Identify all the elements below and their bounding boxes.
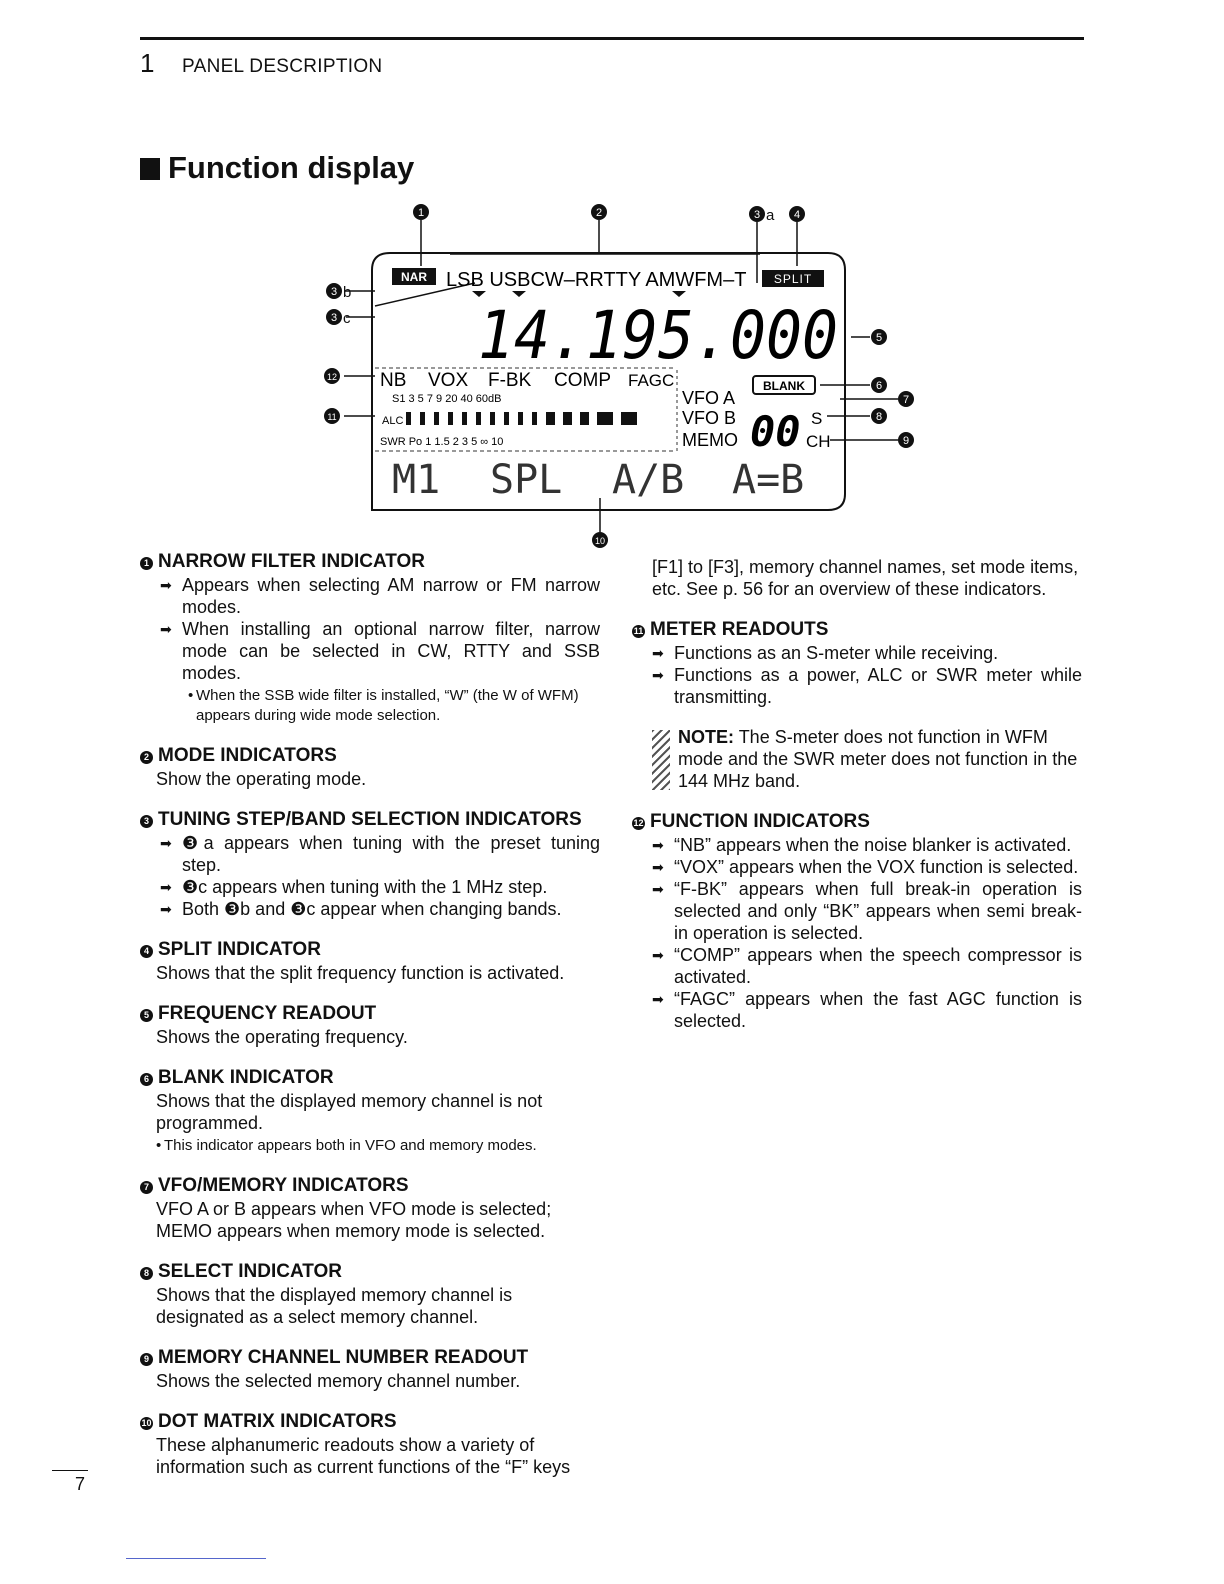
section-memory-channel: 9 MEMORY CHANNEL NUMBER READOUT Shows the selected memory channel number. — [140, 1346, 600, 1392]
heading-tuning-step: TUNING STEP/BAND SELECTION INDICATORS — [158, 809, 582, 830]
meter-segment — [546, 412, 555, 425]
vfo-a-indicator: VFO A — [682, 388, 736, 408]
body-text: [F1] to [F3], memory channel names, set mode items, etc. See p. 56 for an overview of these indicators. — [652, 557, 1079, 599]
section-meter: 11 METER READOUTS ➡ Functions as an S-meter while receiving. ➡ Functions as a power, ALC or SWR meter while transmitting. — [632, 618, 1082, 708]
meter-segment — [518, 412, 523, 425]
alc-label: ALC — [382, 415, 404, 427]
select-indicator: S — [811, 409, 823, 428]
meter-segment — [504, 412, 509, 425]
split-label: SPLIT — [773, 272, 813, 286]
heading-meter: METER READOUTS — [650, 619, 829, 640]
heading-split: SPLIT INDICATOR — [158, 939, 321, 960]
heading-vfo-memory: VFO/MEMORY INDICATORS — [158, 1175, 409, 1196]
meter-segment — [462, 412, 467, 425]
callout-7: 7 — [902, 394, 910, 406]
heading-narrow-filter: NARROW FILTER INDICATOR — [158, 551, 426, 572]
body-text: Shows that the displayed memory channel is not programmed. — [156, 1091, 543, 1133]
body-text: Shows the operating frequency. — [156, 1027, 408, 1047]
meter-segment — [420, 412, 425, 425]
body-text: Show the operating mode. — [156, 769, 367, 789]
left-column — [140, 550, 600, 1496]
callout-2: 2 — [595, 207, 603, 219]
bullet-item: ➡ ❸c appears when tuning with the 1 MHz step. — [160, 876, 600, 898]
mode-indicators: LSB USBCW–RRTTY AMWFM–T — [446, 269, 747, 291]
meter-segment — [406, 412, 411, 425]
meter-segment — [476, 412, 481, 425]
section-title-text: Function display — [168, 150, 415, 185]
vfo-b-indicator: VFO B — [682, 408, 737, 428]
nb-indicator: NB — [380, 370, 407, 391]
callout-4: 4 — [793, 209, 801, 221]
meter-segment — [563, 412, 572, 425]
section-vfo-memory: 7 VFO/MEMORY INDICATORS VFO A or B appears when VFO mode is selected; MEMO appears when memory mode is selected. — [140, 1174, 600, 1242]
bullet-item: ➡ “FAGC” appears when the fast AGC function is selected. — [652, 988, 1082, 1032]
section-mode-indicators: 2 MODE INDICATORS Show the operating mode. — [140, 744, 600, 790]
callout-3c: 3 — [330, 312, 338, 324]
section-title — [140, 150, 414, 186]
fbk-indicator: F-BK — [488, 370, 532, 391]
callout-3a: 3 — [753, 209, 761, 221]
frequency-readout: 14.195.000 — [478, 297, 838, 374]
heading-select: SELECT INDICATOR — [158, 1261, 343, 1282]
meter-bargraph — [406, 412, 637, 425]
note-text: The S-meter does not function in WFM mode and the SWR meter does not function in the 144 MHz band. — [678, 727, 1078, 791]
heading-frequency: FREQUENCY READOUT — [158, 1003, 377, 1024]
blank-label: BLANK — [763, 379, 805, 393]
section-tuning-step: 3 TUNING STEP/BAND SELECTION INDICATORS ➡ ❸a appears when tuning with the preset tuning step. ➡ ❸c appears when tuning with the 1 MHz step. ➡ Both ❸b and ❸c appear when changing bands. — [140, 808, 600, 920]
page-number-rule — [52, 1470, 88, 1471]
section-narrow-filter: 1 NARROW FILTER INDICATOR ➡ Appears when selecting AM narrow or FM narrow modes. ➡ When installing an optional narrow filter, narrow mode can be selected in CW, RTTY and SSB modes. • When the SSB wide filter is installed, “W” (the W of WFM) appears during wide mode selection. — [140, 550, 600, 726]
bullet-item: ➡ “VOX” appears when the VOX function is selected. — [652, 856, 1082, 878]
section-split: 4 SPLIT INDICATOR Shows that the split frequency function is activated. — [140, 938, 600, 984]
square-bullet-icon — [140, 158, 160, 180]
meter-segment — [580, 412, 589, 425]
bullet-item: ➡ When installing an optional narrow filter, narrow mode can be selected in CW, RTTY and SSB modes. — [160, 618, 600, 684]
body-text: Shows that the split frequency function is activated. — [156, 963, 565, 983]
note-label: NOTE: — [678, 727, 734, 747]
page-header — [140, 48, 382, 79]
meter-segment — [448, 412, 453, 425]
swr-po-scale: SWR Po 1 1.5 2 3 5 ∞ 10 — [380, 436, 504, 448]
section-frequency: 5 FREQUENCY READOUT Shows the operating frequency. — [140, 1002, 600, 1048]
note-hatch-icon — [652, 730, 670, 790]
callout-11: 11 — [327, 412, 337, 422]
function-display-diagram — [300, 198, 920, 558]
header-rule — [140, 37, 1084, 40]
footer-link-line — [126, 1558, 266, 1559]
section-function: 12 FUNCTION INDICATORS ➡ “NB” appears when the noise blanker is activated. ➡ “VOX” appears when the VOX function is selected. ➡ “F-BK” appears when full break-in operation is selected and only “BK” appears when semi break-in operation is selected. ➡ “COMP” appears when the speech compressor is activated. ➡ “FAGC” appears when the fast AGC function is selected. — [632, 810, 1082, 1032]
section-blank: 6 BLANK INDICATOR Shows that the displayed memory channel is not programmed. • This indicator appears both in VFO and memory modes. — [140, 1066, 600, 1156]
dot-matrix-m1: M1 — [392, 457, 441, 503]
body-text: VFO A or B appears when VFO mode is selected; MEMO appears when memory mode is selected. — [156, 1199, 552, 1241]
body-text: Shows the selected memory channel number. — [156, 1371, 521, 1391]
fagc-indicator: FAGC — [628, 371, 675, 390]
meter-segment — [621, 412, 637, 425]
chapter-number: 1 — [140, 48, 155, 78]
note-block — [652, 726, 1082, 792]
sub-note: • This indicator appears both in VFO and memory modes. — [156, 1136, 600, 1156]
meter-segment — [532, 412, 537, 425]
meter-segment — [490, 412, 495, 425]
section-select: 8 SELECT INDICATOR Shows that the displayed memory channel is designated as a select memory channel. — [140, 1260, 600, 1328]
chapter-title: PANEL DESCRIPTION — [182, 56, 383, 77]
callout-12: 12 — [326, 372, 338, 382]
section-dot-matrix: 10 DOT MATRIX INDICATORS These alphanumeric readouts show a variety of information such as current functions of the “F” keys — [140, 1410, 600, 1478]
memory-channel-readout: 00 — [750, 407, 801, 456]
bullet-item: ➡ Functions as an S-meter while receiving. — [652, 642, 1082, 664]
heading-blank: BLANK INDICATOR — [158, 1067, 334, 1088]
vox-indicator: VOX — [428, 370, 469, 391]
callout-3c-suffix: c — [343, 310, 351, 327]
dot-matrix-row — [392, 457, 804, 503]
dot-matrix-a-equals-b: A=B — [732, 457, 805, 503]
callout-3a-suffix: a — [766, 207, 775, 224]
right-column — [632, 556, 1082, 1050]
callout-8: 8 — [875, 411, 883, 423]
body-text: These alphanumeric readouts show a variety of information such as current functions of the “F” keys — [156, 1435, 571, 1477]
bullet-item: ➡ ❸a appears when tuning with the preset tuning step. — [160, 832, 600, 876]
page-number: 7 — [75, 1474, 86, 1494]
bullet-item: ➡ Appears when selecting AM narrow or FM narrow modes. — [160, 574, 600, 618]
memo-indicator: MEMO — [682, 430, 738, 450]
bullet-item: ➡ Functions as a power, ALC or SWR meter while transmitting. — [652, 664, 1082, 708]
heading-dot-matrix: DOT MATRIX INDICATORS — [158, 1411, 397, 1432]
callout-1: 1 — [417, 207, 425, 219]
meter-segment — [597, 412, 613, 425]
callout-3b: 3 — [330, 286, 338, 298]
callout-5: 5 — [875, 332, 883, 344]
bullet-item: ➡ Both ❸b and ❸c appear when changing bands. — [160, 898, 600, 920]
bullet-item: ➡ “COMP” appears when the speech compressor is activated. — [652, 944, 1082, 988]
nar-label: NAR — [401, 270, 427, 284]
bullet-item: ➡ “F-BK” appears when full break-in operation is selected and only “BK” appears when semi break-in operation is selected. — [652, 878, 1082, 944]
dot-matrix-spl: SPL — [490, 457, 563, 503]
heading-memory-channel: MEMORY CHANNEL NUMBER READOUT — [158, 1347, 529, 1368]
comp-indicator: COMP — [554, 370, 611, 391]
heading-mode-indicators: MODE INDICATORS — [158, 745, 337, 766]
ch-label: CH — [806, 432, 831, 451]
continuation — [632, 556, 1082, 600]
callout-3b-suffix: b — [343, 284, 352, 301]
callout-9: 9 — [902, 435, 910, 447]
sub-note: • When the SSB wide filter is installed, “W” (the W of WFM) appears during wide mode selection. — [188, 686, 600, 726]
heading-function: FUNCTION INDICATORS — [650, 811, 870, 832]
callout-6: 6 — [875, 380, 883, 392]
s-meter-scale: S1 3 5 7 9 20 40 60dB — [392, 393, 502, 405]
callout-10: 10 — [594, 536, 606, 546]
bullet-item: ➡ “NB” appears when the noise blanker is activated. — [652, 834, 1082, 856]
meter-segment — [434, 412, 439, 425]
dot-matrix-ab: A/B — [612, 457, 685, 503]
body-text: Shows that the displayed memory channel is designated as a select memory channel. — [156, 1285, 513, 1327]
